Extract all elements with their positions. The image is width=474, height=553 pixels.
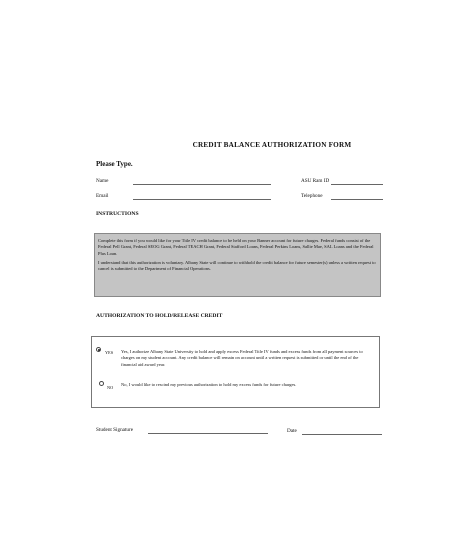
telephone-label: Telephone <box>301 193 323 199</box>
no-option-text: No, I would like to rescind my previous authorization to hold my excess funds for future charges. <box>121 382 297 387</box>
yes-option-text: Yes, I authorize Albany State University to hold and apply excess Federal Title IV funds and excess funds from all payment sources to charges on my student account. Any credit balance will remain on account until a written request is submitted or until the end of the financial aid award year. <box>121 349 363 367</box>
form-title: CREDIT BALANCE AUTHORIZATION FORM <box>192 141 352 149</box>
no-label: NO <box>107 385 114 390</box>
instructions-box <box>94 233 381 297</box>
no-radio[interactable] <box>99 381 104 386</box>
yes-radio[interactable] <box>96 347 101 352</box>
date-label: Date <box>287 428 297 434</box>
asu-ram-id-label: ASU Ram ID <box>301 178 330 184</box>
asu-ram-id-field[interactable] <box>331 184 383 185</box>
email-field[interactable] <box>133 199 271 200</box>
student-signature-field[interactable] <box>148 433 268 434</box>
name-field[interactable] <box>133 184 271 185</box>
telephone-field[interactable] <box>331 199 383 200</box>
instructions-heading: INSTRUCTIONS <box>96 211 139 217</box>
please-type-text: Please Type. <box>96 160 133 168</box>
authorization-box <box>91 336 380 408</box>
date-field[interactable] <box>302 434 382 435</box>
instructions-paragraph-1: Complete this form if you would like for your Title IV credit balance to be held on your Banner account for future charges. Federal funds consist of the Federal Pell Grant, Federal SEOG Grant, Federal TEACH Grant, Federal Stafford Loans, Federal Perkins Loans, Sallie Mae, SAL Loans and the Federal Plus Loan. <box>98 238 374 256</box>
student-signature-label: Student Signature <box>96 427 134 433</box>
email-label: Email <box>96 193 109 199</box>
instructions-paragraph-2: I understand that this authorization is voluntary. Albany State will continue to withhold the credit balance for future semester(s) unless a written request to cancel is submitted to the Department of Financial Operations. <box>98 259 376 272</box>
authorization-heading: AUTHORIZATION TO HOLD/RELEASE CREDIT <box>96 313 223 319</box>
yes-label: YES <box>105 350 114 355</box>
name-label: Name <box>96 178 109 184</box>
